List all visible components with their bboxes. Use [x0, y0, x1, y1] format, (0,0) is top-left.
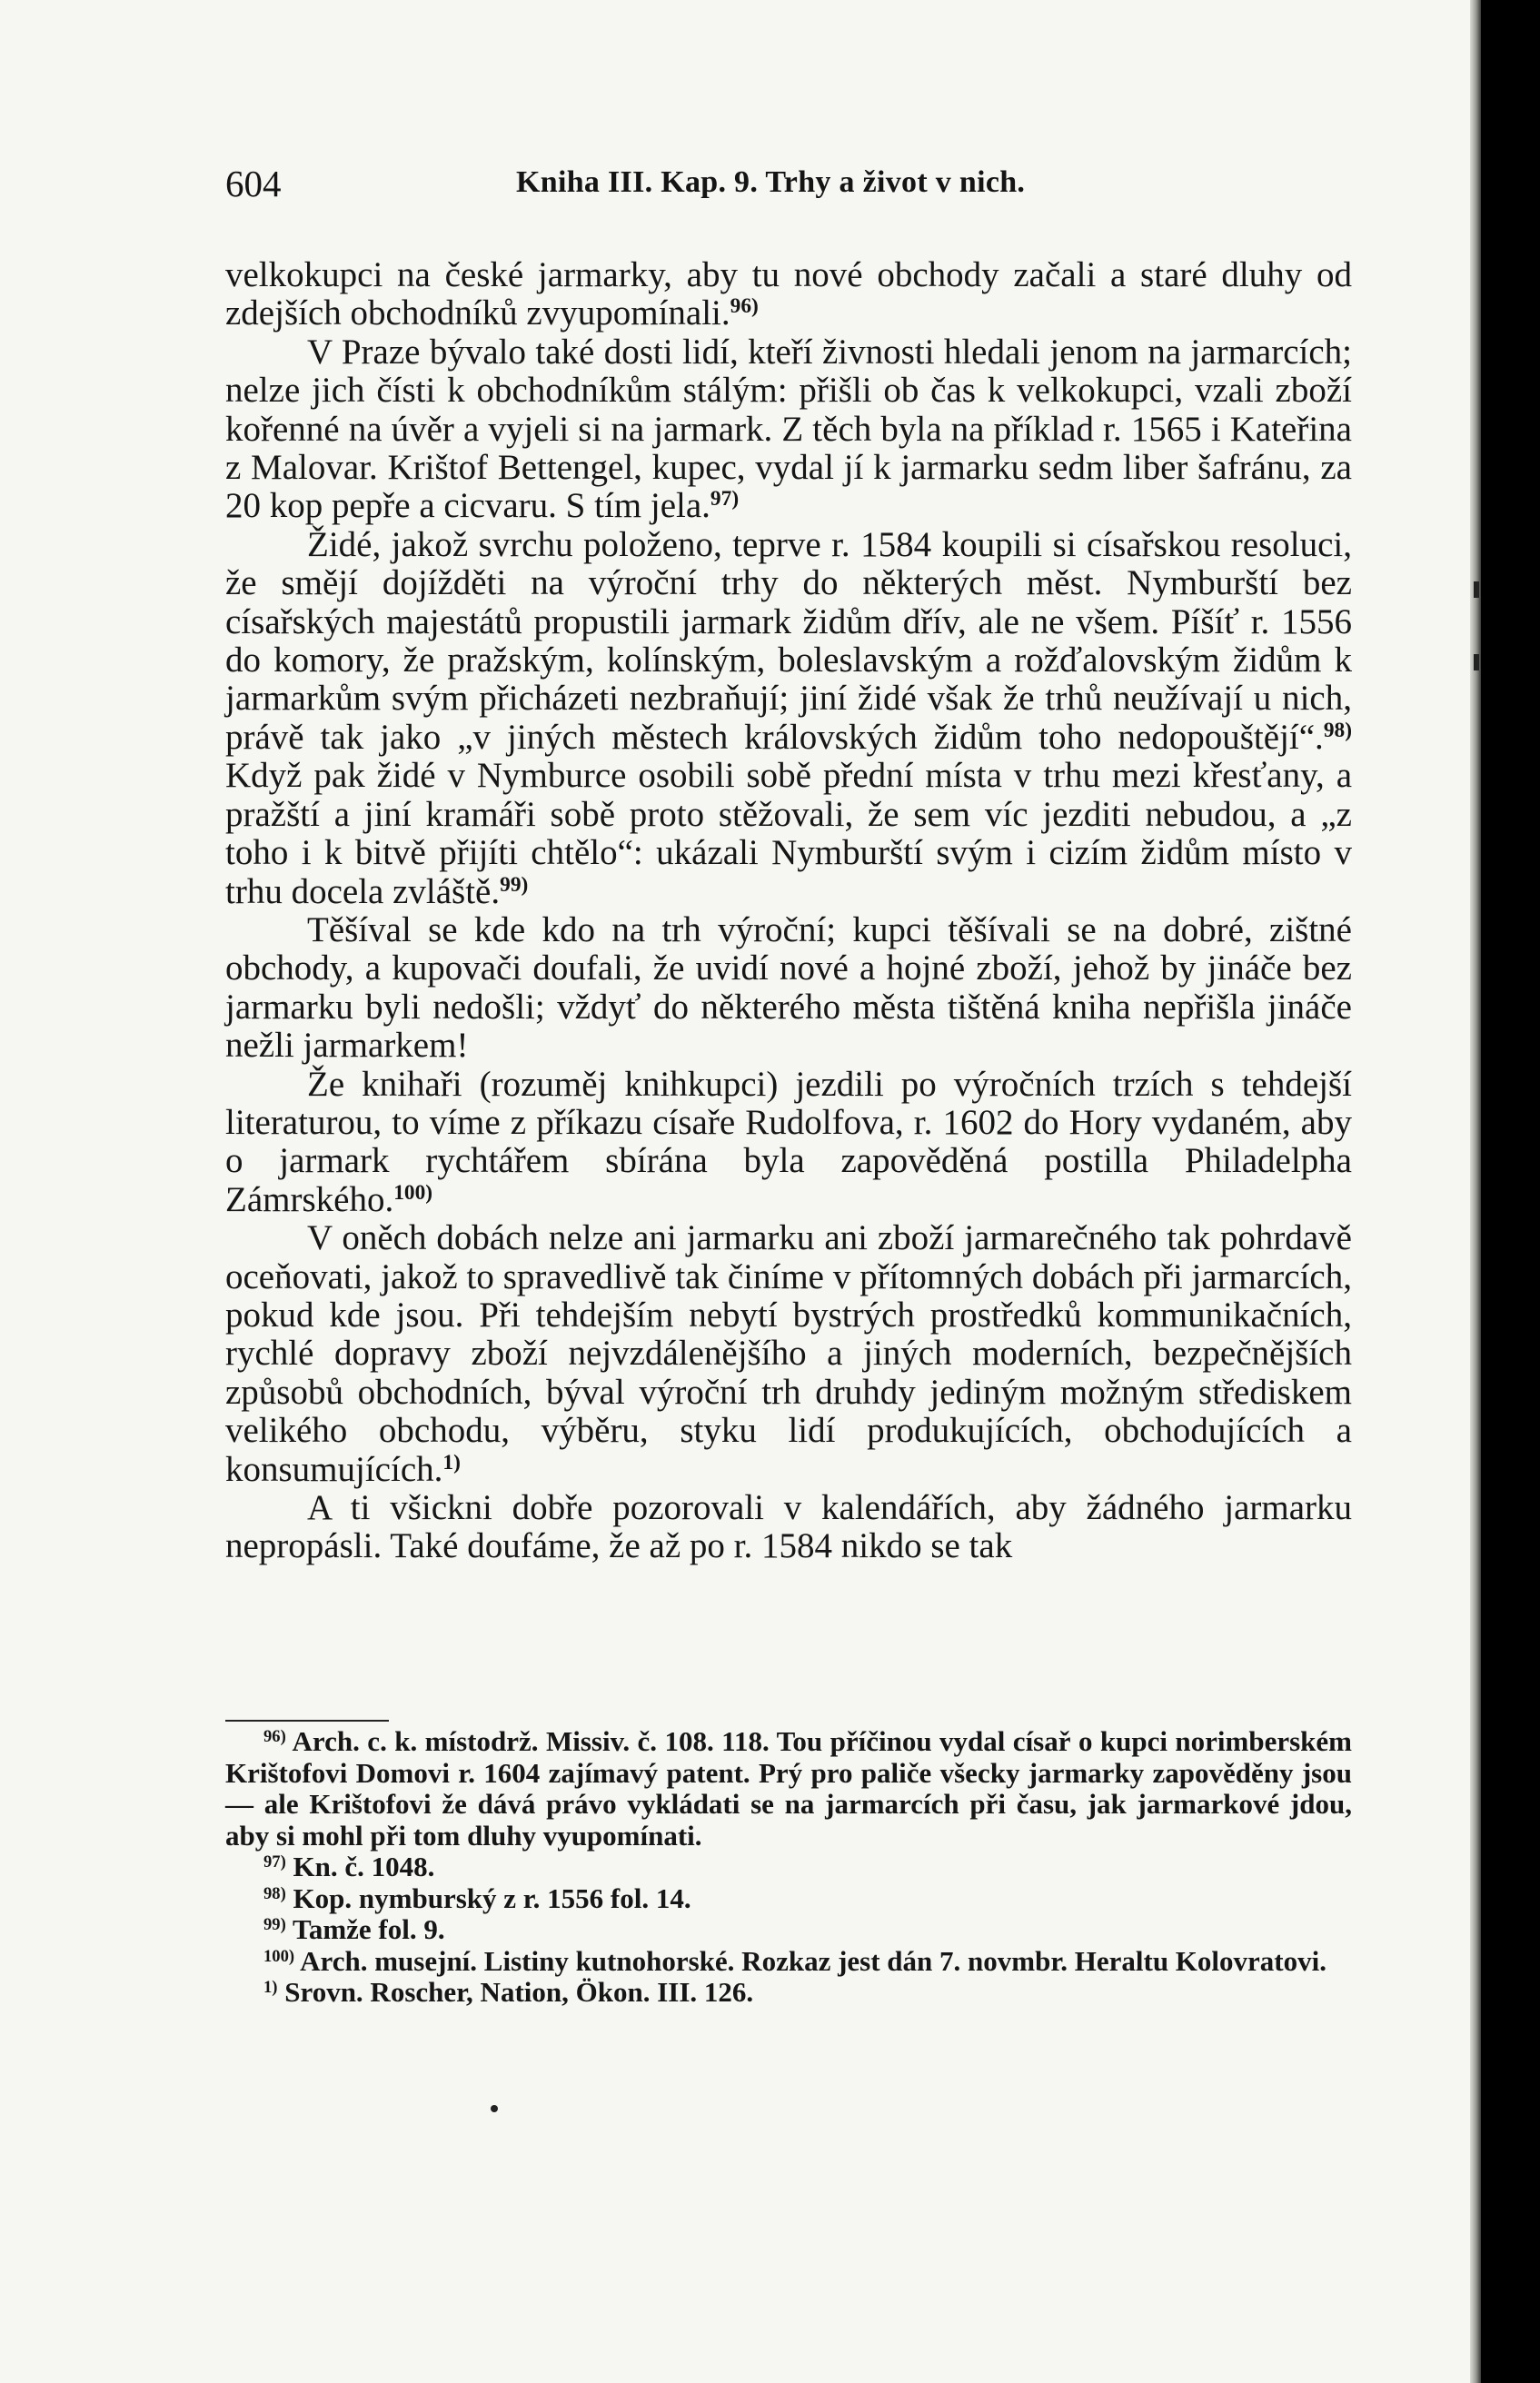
paragraph-text: Že knihaři (rozuměj knihkupci) jezdili po výročních trzích s tehdejší literaturou, to víme z příkazu císaře Rudolfova, r. 1602 do Hory vydaném, aby o jarmark rychtářem sbírána byla zapověděná postilla Philadelpha Zámrského. — [225, 1064, 1352, 1219]
paragraph-text: A ti všickni dobře pozorovali v kalendářích, aby žádného jarmarku nepropásli. Také doufáme, že až po r. 1584 nikdo se tak — [225, 1488, 1352, 1566]
footnote-text: Kn. č. 1048. — [293, 1851, 435, 1882]
footnote-reference: 97) — [710, 487, 740, 511]
page-number: 604 — [225, 163, 282, 204]
footnote-reference: 96) — [730, 294, 759, 319]
footnote — [225, 1726, 1352, 1852]
footnote-text: Arch. musejní. Listiny kutnohorské. Rozkaz jest dán 7. novmbr. Heraltu Kolovratovi. — [300, 1944, 1326, 1977]
footnote-text: Tamže fol. 9. — [293, 1913, 445, 1945]
paragraph — [225, 1066, 1352, 1220]
paragraph — [225, 333, 1352, 526]
footnote — [225, 1977, 1352, 2009]
footnote-reference: 98) — [1323, 719, 1352, 743]
footnote — [225, 1946, 1352, 1978]
footnote-text: Srovn. Roscher, Nation, Ökon. III. 126. — [284, 1976, 754, 2008]
paragraph-text: V Praze bývalo také dosti lidí, kteří živnosti hledali jenom na jarmarcích; nelze jich čísti k obchodníkům stálým: přišli ob čas k velkokupci, vzali zboží kořenné na úvěr a vyjeli si na jarmark. Z těch byla na příklad r. 1565 i Kateřina z Malovar. Krištof Bettengel, kupec, vydal jí k jarmarku sedm liber šafránu, za 20 kop pepře a cicvaru. S tím jela. — [225, 332, 1352, 526]
footnote — [225, 1914, 1352, 1946]
footnote-mark: 100) — [263, 1946, 295, 1966]
main-text — [225, 256, 1352, 1566]
footnote-mark: 96) — [263, 1726, 286, 1746]
paragraph-text: velkokupci na české jarmarky, aby tu nové obchody začali a staré dluhy od zdejších obchodníků zvyupomínali. — [225, 255, 1352, 333]
footnote-mark: 98) — [263, 1883, 286, 1903]
footnote-reference: 99) — [500, 872, 529, 897]
footnote-separator — [225, 1720, 389, 1722]
running-title: Kniha III. Kap. 9. Trhy a život v nich. — [516, 165, 1026, 199]
footnote-reference: 1) — [442, 1450, 461, 1474]
paragraph-text: Židé, jakož svrchu položeno, teprve r. 1584 koupili si císařskou resoluci, že smějí dojížděti na výroční trhy do některých měst. Nymburští bez císařských majestátů propustili jarmark židům dřív, ale ne všem. Píšíť r. 1556 do komory, že pražským, kolínským, boleslavským a rožďalovským židům k jarmarkům svým přicházeti nezbraňují; jiní židé však že trhů neužívají u nich, právě tak jako „v jiných městech královských židům toho nedopouštějí“. — [225, 524, 1352, 757]
paragraph-text: Těšíval se kde kdo na trh výroční; kupci těšívali se na dobré, zištné obchody, a kupovači doufali, že uvidí nové a hojné zboží, jehož by jináče bez jarmarku byli nedošli; vždyť do některého města tištěná kniha nepřišla jináče nežli jarmarkem! — [225, 909, 1352, 1066]
paragraph — [225, 1219, 1352, 1489]
printer-dot — [491, 2105, 498, 2112]
footnote-mark: 99) — [263, 1914, 286, 1934]
page-header — [225, 156, 1352, 207]
edge-mark — [1474, 654, 1479, 670]
paragraph — [225, 1489, 1352, 1566]
paragraph-text: Když pak židé v Nymburce osobili sobě přední místa v trhu mezi křesťany, a pražští a jiní kramáři sobě proto stěžovali, že sem víc jezditi nebudou, a „z toho i k bitvě přijíti chtělo“: ukázali Nymburští svým i cizím židům místo v trhu docela zvláště. — [225, 756, 1352, 911]
paragraph — [225, 911, 1352, 1066]
paragraph — [225, 256, 1352, 333]
footnote-mark: 1) — [263, 1977, 278, 1997]
paragraph-text: V oněch dobách nelze ani jarmarku ani zboží jarmarečného tak pohrdavě oceňovati, jakož to spravedlivě tak činíme v přítomných dobách při jarmarcích, pokud kde jsou. Při tehdejším nebytí bystrých prostředků kommunikačních, rychlé dopravy zboží nejvzdálenějšího a jiných moderních, bezpečnějších způsobů obchodních, býval výroční trh druhdy jediným možným střediskem velikého obchodu, výběru, styku lidí produkujících, obchodujících a konsumujících. — [225, 1218, 1352, 1489]
footnote-mark: 97) — [263, 1852, 286, 1872]
footnote-text: Kop. nymburský z r. 1556 fol. 14. — [293, 1882, 691, 1914]
paragraph — [225, 526, 1352, 911]
footnote — [225, 1852, 1352, 1883]
footnote-reference: 100) — [393, 1180, 433, 1205]
page-edge — [1470, 0, 1481, 2383]
edge-mark — [1474, 581, 1479, 598]
footnotes — [225, 1726, 1352, 2009]
footnote-text: Arch. c. k. místodrž. Missiv. č. 108. 118. Tou příčinou vydal císař o kupci norimberském Krištofovi Domovi r. 1604 zajímavý patent. Prý pro paliče všecky jarmarky zapověděny jsou — ale Krištofovi že dává právo vykládati se na jarmarcích při času, jak jarmarkové jdou, aby si mohl při tom dluhy vyupomínati. — [225, 1725, 1352, 1852]
footnote — [225, 1883, 1352, 1915]
